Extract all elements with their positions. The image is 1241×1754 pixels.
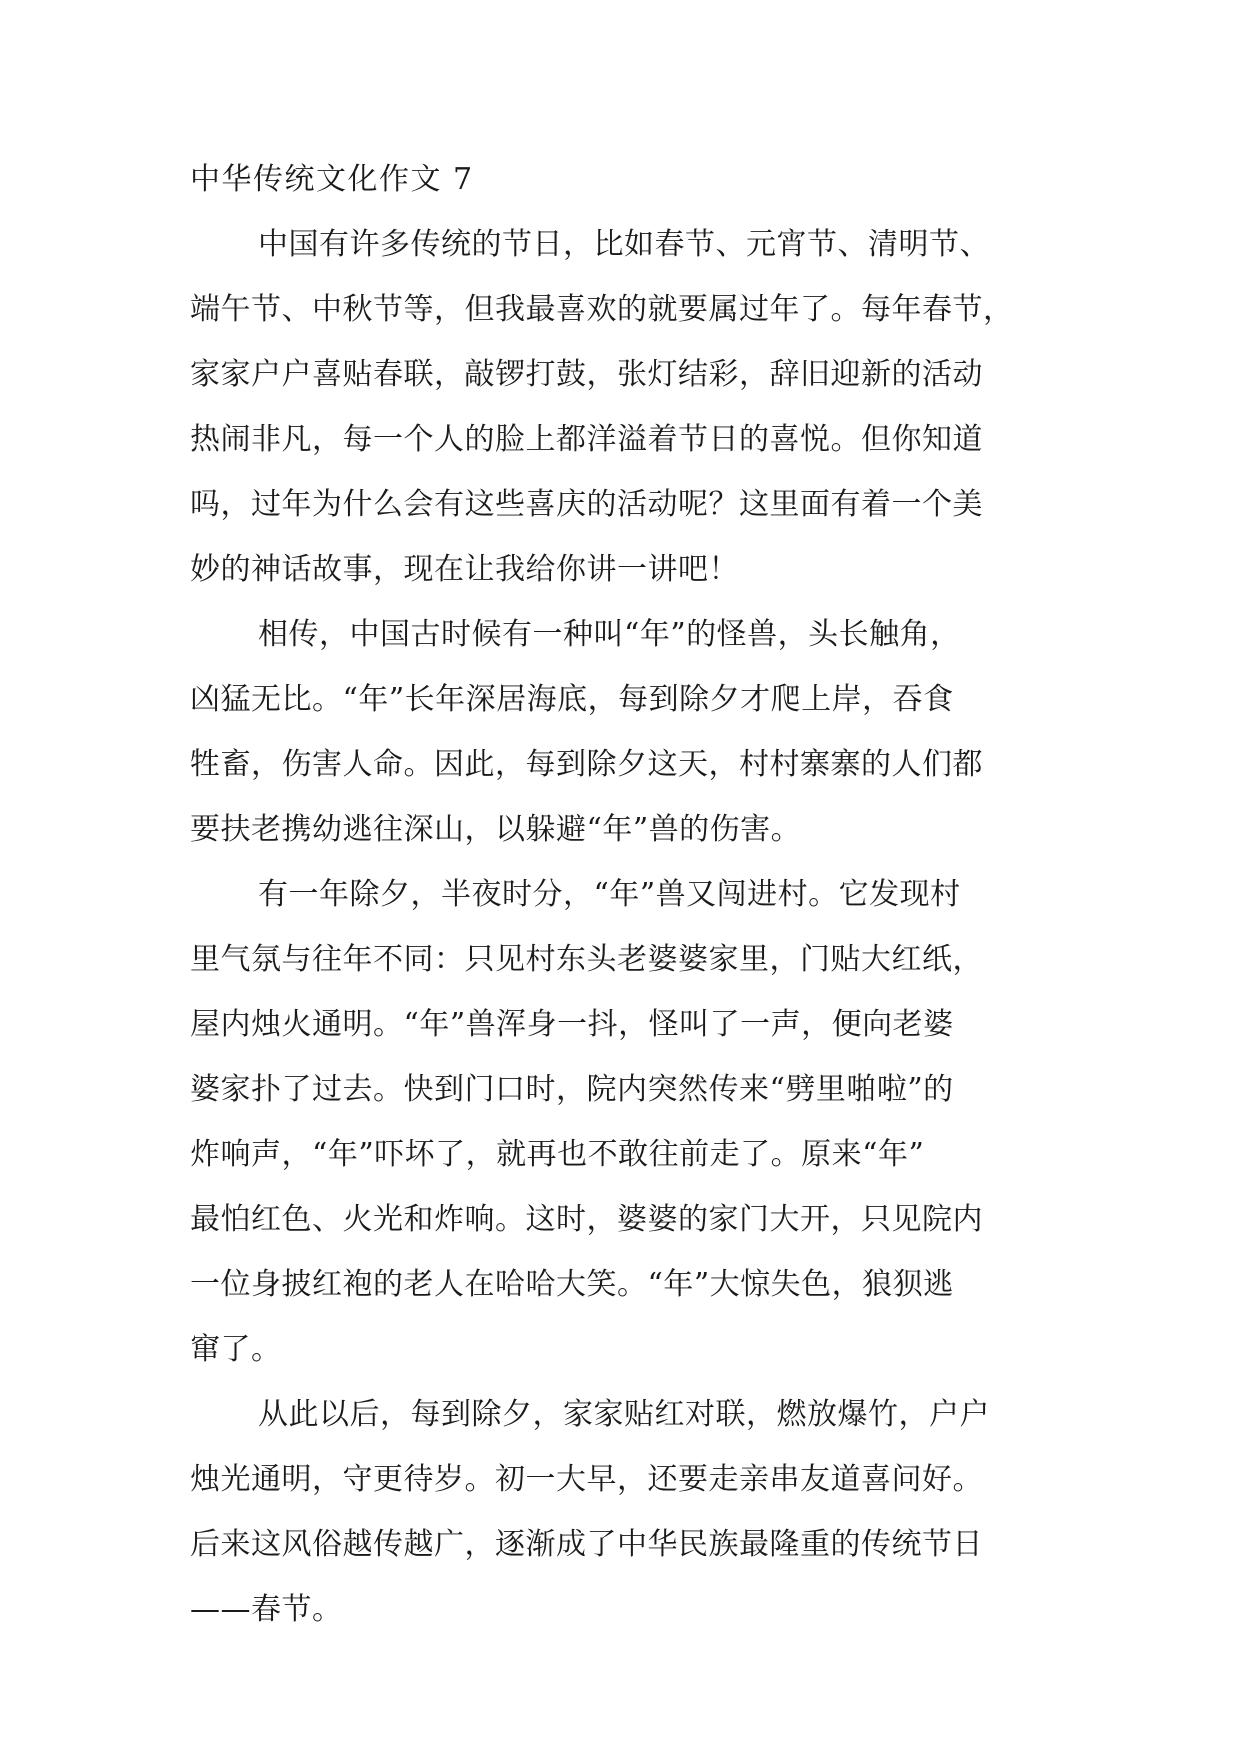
paragraph-line: 家家户户喜贴春联，敲锣打鼓，张灯结彩，辞旧迎新的活动	[190, 357, 983, 392]
paragraph-line: 有一年除夕，半夜时分，“年”兽又闯进村。它发现村	[258, 877, 961, 912]
paragraph-line: 窜了。	[190, 1332, 282, 1367]
paragraph-line: 炸响声，“年”吓坏了，就再也不敢往前走了。原来“年”	[190, 1137, 925, 1172]
paragraph-line: 婆家扑了过去。快到门口时，院内突然传来“劈里啪啦”的	[190, 1072, 954, 1107]
paragraph-line: ——春节。	[190, 1592, 343, 1627]
paragraph-line: 吗，过年为什么会有这些喜庆的活动呢？这里面有着一个美	[190, 487, 983, 522]
paragraph-line: 里气氛与往年不同：只见村东头老婆婆家里，门贴大红纸，	[190, 942, 983, 977]
paragraph-line: 中国有许多传统的节日，比如春节、元宵节、清明节、	[258, 227, 990, 262]
paragraph-line: 烛光通明，守更待岁。初一大早，还要走亲串友道喜问好。	[190, 1462, 983, 1497]
paragraph-line: 相传，中国古时候有一种叫“年”的怪兽，头长触角，	[258, 617, 961, 652]
paragraph-line: 妙的神话故事，现在让我给你讲一讲吧！	[190, 552, 739, 587]
document-title: 中华传统文化作文 7	[190, 162, 474, 197]
paragraph-line: 凶猛无比。“年”长年深居海底，每到除夕才爬上岸，吞食	[190, 682, 954, 717]
paragraph-line: 后来这风俗越传越广，逐渐成了中华民族最隆重的传统节日	[190, 1527, 983, 1562]
paragraph-line: 牲畜，伤害人命。因此，每到除夕这天，村村寨寨的人们都	[190, 747, 983, 782]
paragraph-line: 从此以后，每到除夕，家家贴红对联，燃放爆竹，户户	[258, 1397, 990, 1432]
paragraph-line: 最怕红色、火光和炸响。这时，婆婆的家门大开，只见院内	[190, 1202, 983, 1237]
paragraph-line: 端午节、中秋节等，但我最喜欢的就要属过年了。每年春节，	[190, 292, 1014, 327]
paragraph-line: 一位身披红袍的老人在哈哈大笑。“年”大惊失色，狼狈逃	[190, 1267, 954, 1302]
paragraph-line: 要扶老携幼逃往深山，以躲避“年”兽的伤害。	[190, 812, 802, 847]
paragraph-line: 屋内烛火通明。“年”兽浑身一抖，怪叫了一声，便向老婆	[190, 1007, 954, 1042]
paragraph-line: 热闹非凡，每一个人的脸上都洋溢着节日的喜悦。但你知道	[190, 422, 983, 457]
